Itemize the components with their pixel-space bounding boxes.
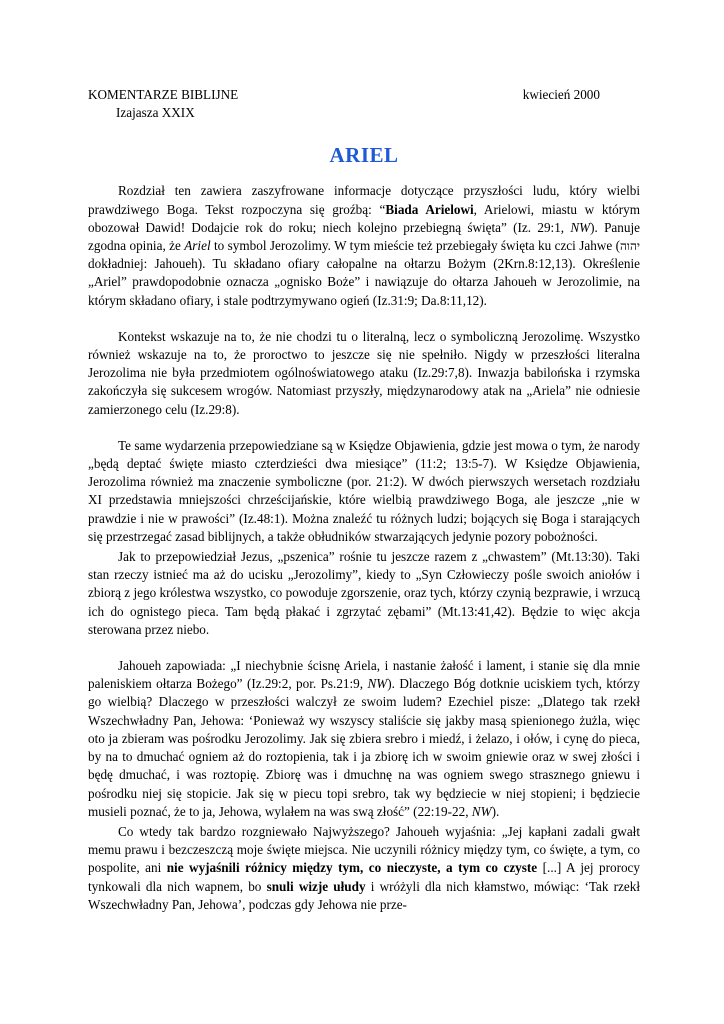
book-reference: Izajasza XXIX [116,105,195,121]
document-page [88,86,640,914]
italic-citation: NW [471,803,492,819]
paragraph-2: Kontekst wskazuje na to, że nie chodzi tu o literalną, lecz o symboliczną Jerozolimę. Wszystko również wskazuje na to, że proroctwo to jeszcze się nie spełniło. Nigdy w przeszłości literalna Jerozolima nie była przedmiotem ogólnoświatowego ataku (Iz.29:7,8). Inwazja babilońska i rzymska zakończyła się sukcesem wrogów. Natomiast przyszły, międzynarodowy atak na „Ariela” nie odniesie zamierzonego celu (Iz.29:8). [88,328,640,417]
page-title: ARIEL [329,143,399,168]
bold-phrase: Biada Arielowi [385,201,474,217]
document-header [88,86,600,104]
document-date: kwiecień 2000 [522,87,600,102]
hebrew-tetragrammaton: יהוה [619,239,640,254]
paragraph-5: Jahoueh zapowiada: „I niechybnie ścisnę Ariela, i nastanie żałość i lament, i stanie się dla mnie paleniskiem ołtarza Bożego” (Iz.29:2, por. Ps.21:9, NW). Dlaczego Bóg dotknie uciskiem tych, którzy go wielbią? Dlaczego w przeszłości walczył ze swoim ludem? Ezechiel pisze: „Dlatego tak rzekł Wszechwładny Pan, Jehowa: ‘Ponieważ wy wszyscy staliście się jakby masą spienionego żużla, więc oto ja zbieram was pośrodku Jerozolimy. Jak się zbiera srebro i miedź, i żelazo, i ołów, i cynę do pieca, by na to dmuchać ogniem aż do roztopienia, tak i ja zbiorę ich w swoim gniewie oraz w swej złości i będę dmuchać, i was roztopię. Zbiorę was i dmuchnę na was ogniem swego strasznego gniewu i pośrodku niej się stopicie. Jak się w piecu topi srebro, tak wy będziecie w niej stopieni; i będziecie musieli poznać, że to ja, Jehowa, wylałem na was swą złość” (22:19-22, NW). [88,658,640,819]
paragraph-1: Rozdział ten zawiera zaszyfrowane informacje dotyczące przyszłości ludu, który wielbi prawdziwego Boga. Tekst rozpoczyna się groźbą: “Biada Arielowi, Arielowi, miastu w którym obozował Dawid! Dodajcie rok do roku; niech kolejno przebiegną święta” (Iz. 29:1, NW). Panuje zgodna opinia, że Ariel to symbol Jerozolimy. W tym mieście też przebiegały święta ku czci Jahwe (יהוה dokładniej: Jahoueh). Tu składano ofiary całopalne na ołtarzu Bożym (2Krn.8:12,13). Określenie „Ariel” prawdopodobnie oznacza „ognisko Boże” i nawiązuje do ołtarza Jahoueh w Jerozolimie, na którym składano ofiary, i stale podtrzymywano ogień (Iz.31:9; Da.8:11,12). [88,183,640,308]
bold-phrase: snuli wizje ułudy [266,878,366,894]
italic-citation: NW [570,219,591,235]
italic-citation: NW [367,676,388,692]
paragraph-3: Te same wydarzenia przepowiedziane są w Księdze Objawienia, gdzie jest mowa o tym, że narody „będą deptać święte miasto czterdzieści dwa miesiące” (11:2; 13:5-7). W Księdze Objawienia, Jerozolima również ma znaczenie symboliczne (por. 21:2). W dwóch pierwszych wersetach rozdziału XI przedstawia mniejszości chrześcijańskie, które wielbią prawdziwego Boga, ale jeszcze „nie w prawdzie i nie w prawości” (Iz.48:1). Można znaleźć tu różnych ludzi; bojących się Boga i starających się przestrzegać zasad biblijnych, a także obłudników stwarzających jedynie pozory pobożności. [88,437,640,544]
paragraph-6: Co wtedy tak bardzo rozgniewało Najwyższego? Jahoueh wyjaśnia: „Jej kapłani zadali gwałt memu prawu i bezczeszczą moje święte miejsca. Nie uczynili różnicy między tym, co święte, a tym, co pospolite, ani nie wyjaśnili różnicy między tym, co nieczyste, a tym co czyste [...] A jej prorocy tynkowali dla nich wapnem, bo snuli wizje ułudy i wróżyli dla nich kłamstwo, mówiąc: ‘Tak rzekł Wszechwładny Pan, Jehowa’, podczas gdy Jehowa nie prze- [88,823,640,912]
bold-phrase: nie wyjaśnili różnicy między tym, co nieczyste, a tym co czyste [166,860,538,876]
italic-word: Ariel [184,238,211,254]
series-title: KOMENTARZE BIBLIJNE [88,87,239,102]
paragraph-4: Jak to przepowiedział Jezus, „pszenica” rośnie tu jeszcze razem z „chwastem” (Mt.13:30). Taki stan rzeczy istnieć ma aż do ucisku „Jerozolimy”, kiedy to „Syn Człowieczy pośle swoich aniołów i zbiorą z jego królestwa wszystko, co powoduje zgorszenie, oraz tych, którzy czynią bezprawie, i wrzucą ich do ognistego pieca. Tam będą płakać i zgrzytać zębami” (Mt.13:41,42). Będzie to więc akcja sterowana przez niebo. [88,549,640,637]
